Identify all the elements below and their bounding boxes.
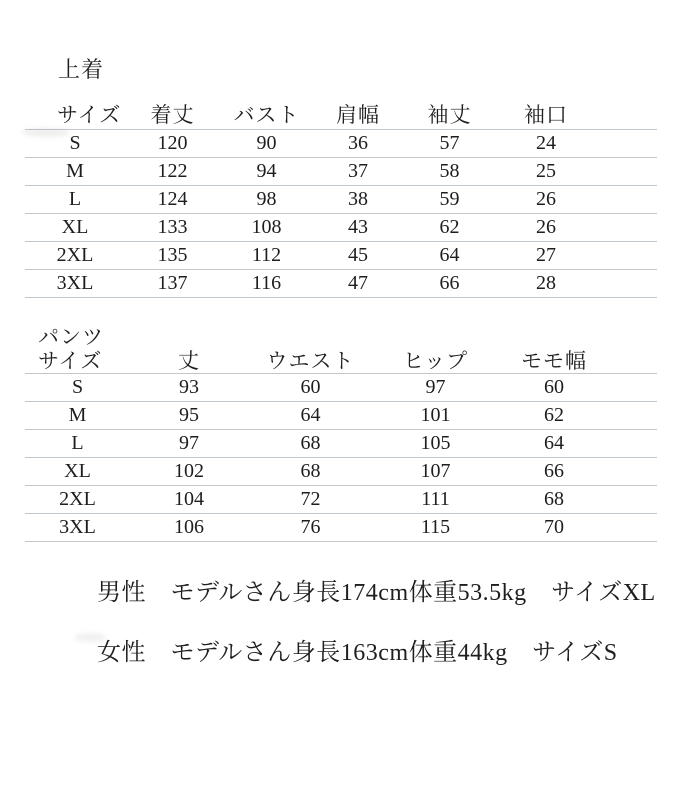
measurement-cell: 94	[256, 160, 277, 182]
size-label-cell: S	[69, 132, 81, 154]
filler-cell	[610, 486, 657, 514]
measurement-cell: 112	[251, 244, 282, 266]
measurement-cell: 64	[300, 404, 321, 426]
measurement-cell: 70	[544, 516, 564, 538]
pants-col-header-length: 丈	[178, 350, 200, 373]
measurement-cell: 27	[536, 244, 556, 266]
filler-cell	[596, 242, 657, 270]
measurement-cell: 68	[300, 460, 321, 482]
measurement-cell: 43	[348, 216, 368, 238]
measurement-cell: 26	[536, 216, 556, 238]
female-model-note: 女性 モデルさん身長163cm体重44kg サイズS	[97, 640, 618, 666]
jacket-header-row	[25, 85, 657, 130]
table-row	[25, 270, 657, 298]
measurement-cell: 76	[300, 516, 321, 538]
measurement-cell: 62	[544, 404, 564, 426]
measurement-cell: 28	[536, 272, 556, 294]
jacket-col-header-length: 着丈	[150, 103, 195, 127]
measurement-cell: 64	[544, 432, 564, 454]
table-row	[25, 130, 657, 158]
filler-cell	[610, 430, 657, 458]
table-row	[25, 186, 657, 214]
jacket-col-header-cuff: 袖口	[524, 103, 568, 127]
jacket-table-body	[25, 130, 657, 298]
filler-cell	[610, 374, 657, 402]
measurement-cell: 68	[300, 432, 321, 454]
measurement-cell: 93	[179, 376, 199, 398]
size-chart-page	[0, 55, 700, 804]
measurement-cell: 47	[348, 272, 368, 294]
measurement-cell: 102	[174, 460, 204, 482]
pants-col-header-filler	[610, 350, 657, 374]
table-row	[25, 402, 657, 430]
size-label-cell: L	[68, 188, 82, 210]
measurement-cell: 120	[157, 132, 188, 154]
table-row	[25, 158, 657, 186]
size-label-cell: 2XL	[56, 244, 94, 266]
table-row	[25, 374, 657, 402]
measurement-cell: 105	[420, 432, 451, 454]
size-label-cell: XL	[61, 216, 89, 238]
filler-cell	[596, 186, 657, 214]
measurement-cell: 57	[439, 132, 460, 154]
filler-cell	[596, 270, 657, 298]
measurement-cell: 111	[421, 488, 450, 510]
size-label-cell: 3XL	[59, 516, 96, 538]
measurement-cell: 106	[174, 516, 204, 538]
filler-cell	[610, 458, 657, 486]
pants-col-header-waist: ウエスト	[266, 350, 355, 373]
table-row	[25, 430, 657, 458]
table-row	[25, 486, 657, 514]
table-row	[25, 458, 657, 486]
measurement-cell: 115	[420, 516, 451, 538]
measurement-cell: 133	[157, 216, 188, 238]
size-label-cell: S	[71, 376, 84, 398]
measurement-cell: 101	[420, 404, 451, 426]
table-row	[25, 214, 657, 242]
table-row	[25, 514, 657, 542]
measurement-cell: 58	[439, 160, 460, 182]
jacket-section-title: 上着	[58, 57, 105, 82]
size-label-cell: 2XL	[59, 488, 96, 510]
measurement-cell: 124	[157, 188, 188, 210]
measurement-cell: 66	[544, 460, 564, 482]
measurement-cell: 36	[348, 132, 368, 154]
measurement-cell: 135	[157, 244, 188, 266]
male-model-note: 男性 モデルさん身長174cm体重53.5kg サイズXL	[97, 580, 656, 606]
measurement-cell: 68	[544, 488, 564, 510]
filler-cell	[610, 402, 657, 430]
size-label-cell: 3XL	[56, 272, 94, 294]
measurement-cell: 104	[174, 488, 204, 510]
measurement-cell: 116	[251, 272, 282, 294]
pants-col-header-hip: ヒップ	[402, 350, 469, 373]
filler-cell	[596, 214, 657, 242]
size-label-cell: L	[71, 432, 84, 454]
measurement-cell: 72	[300, 488, 321, 510]
pants-header-row	[25, 350, 657, 374]
measurement-cell: 37	[348, 160, 368, 182]
table-row	[25, 242, 657, 270]
pants-table-body	[25, 374, 657, 542]
size-label-cell: M	[68, 404, 87, 426]
measurement-cell: 26	[536, 188, 556, 210]
measurement-cell: 66	[439, 272, 460, 294]
measurement-cell: 107	[420, 460, 451, 482]
pants-section-title: パンツ	[38, 325, 104, 349]
measurement-cell: 62	[439, 216, 460, 238]
measurement-cell: 24	[536, 132, 556, 154]
jacket-col-header-size: サイズ	[57, 103, 122, 127]
measurement-cell: 38	[348, 188, 368, 210]
measurement-cell: 98	[256, 188, 277, 210]
measurement-cell: 97	[425, 376, 446, 398]
measurement-cell: 45	[348, 244, 368, 266]
pants-size-table	[25, 350, 657, 542]
filler-cell	[596, 158, 657, 186]
measurement-cell: 122	[157, 160, 188, 182]
pants-col-header-thigh: モモ幅	[521, 350, 587, 373]
filler-cell	[610, 514, 657, 542]
pants-col-header-size: サイズ	[38, 350, 103, 373]
measurement-cell: 59	[439, 188, 460, 210]
filler-cell	[596, 130, 657, 158]
size-label-cell: XL	[64, 460, 91, 482]
measurement-cell: 60	[544, 376, 564, 398]
jacket-col-header-bust: バスト	[233, 103, 300, 127]
measurement-cell: 137	[157, 272, 188, 294]
measurement-cell: 95	[179, 404, 199, 426]
measurement-cell: 97	[179, 432, 199, 454]
size-label-cell: M	[66, 160, 84, 182]
measurement-cell: 108	[251, 216, 282, 238]
jacket-col-header-sleeve: 袖丈	[427, 103, 472, 127]
jacket-col-header-filler	[596, 85, 657, 130]
measurement-cell: 60	[300, 376, 321, 398]
jacket-size-table	[25, 85, 657, 298]
jacket-col-header-shoulder: 肩幅	[336, 103, 380, 127]
measurement-cell: 90	[256, 132, 277, 154]
measurement-cell: 25	[536, 160, 556, 182]
measurement-cell: 64	[439, 244, 460, 266]
